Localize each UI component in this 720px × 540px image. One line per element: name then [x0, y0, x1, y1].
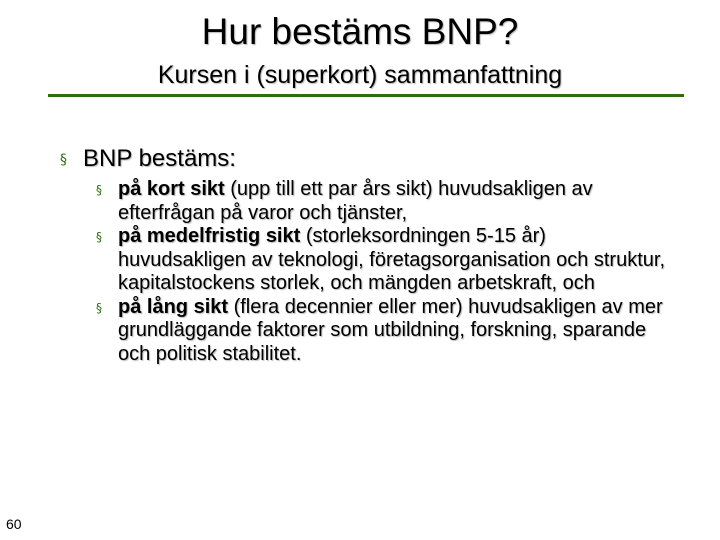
sub-bullet-lead: på kort sikt: [118, 178, 225, 200]
sub-bullet-body: (storleksordningen 5-15 år) huvudsakligen av teknologi, företagsorganisation och struktur, kapitalstockens storlek, och mängden arbetskraft, och: [118, 225, 666, 294]
main-bullet: [60, 144, 236, 174]
sub-bullet-body: (flera decennier eller mer) huvudsakligen av mer grundläggande faktorer som utbildning, forskning, sparande och politisk stabilitet.: [118, 295, 663, 365]
sub-bullet-lead: på lång sikt: [118, 295, 229, 318]
sub-bullet-text: [118, 225, 665, 294]
sub-bullet-long-term: [96, 296, 676, 367]
sub-bullet-text: [118, 178, 593, 224]
sub-bullet-body: (upp till ett par års sikt) huvudsakligen av efterfrågan på varor och tjänster,: [118, 178, 593, 224]
bullet-icon: §: [96, 183, 102, 197]
page-number: 60: [6, 516, 22, 532]
sub-bullet-lead: på medelfristig sikt: [118, 225, 301, 247]
bullet-icon: §: [60, 152, 67, 168]
slide-subtitle: Kursen i (superkort) sammanfattning: [157, 61, 563, 89]
sub-bullet-text: [118, 296, 663, 365]
sub-bullet-medium-term: [96, 225, 676, 296]
sub-bullet-list: [96, 178, 676, 366]
sub-bullet-short-term: [96, 178, 676, 225]
bullet-icon: §: [96, 230, 102, 244]
main-bullet-text: BNP bestäms:: [83, 145, 236, 172]
bullet-icon: §: [96, 300, 102, 315]
slide-title: Hur bestäms BNP?: [201, 11, 519, 52]
title-divider: [48, 94, 684, 97]
